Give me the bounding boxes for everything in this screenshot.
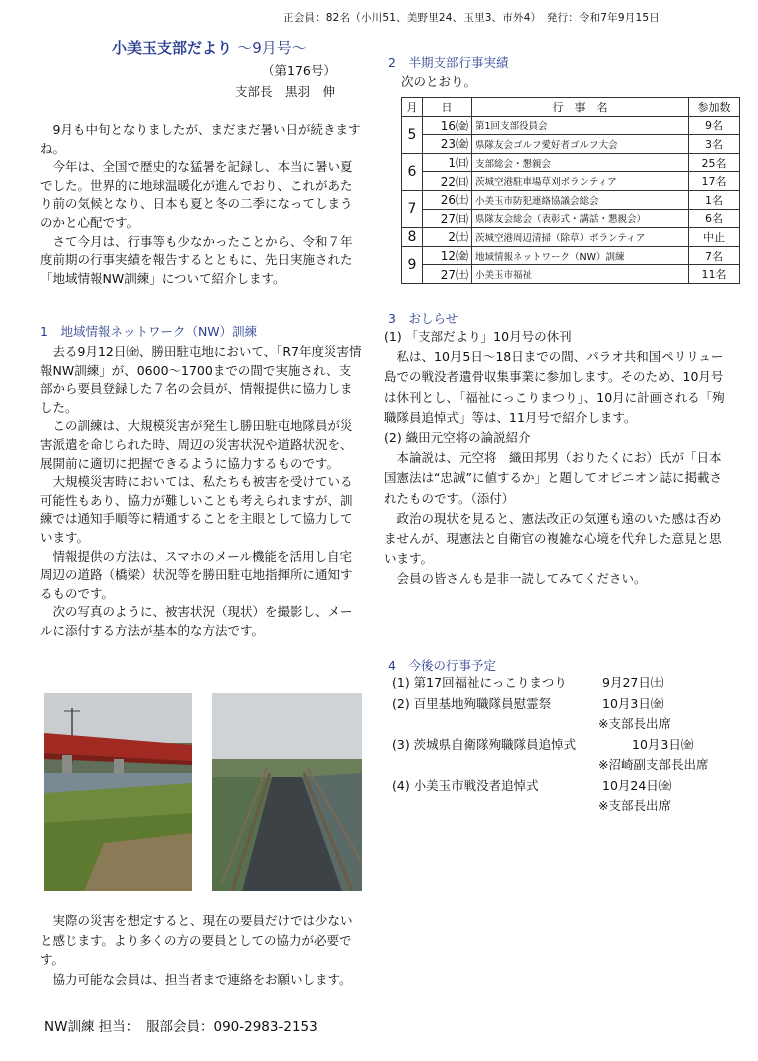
intro-text [40,121,362,288]
upcoming-date: 10月3日㈮ [632,736,694,752]
cell-count: 中止 [689,228,740,247]
section1-paragraph: 大規模災害時においては、私たちも被害を受けている可能性もあり、協力が難しいことも考えられますが、訓練では通知手順等に精通することを主眼として協力しています。 [40,474,353,545]
cell-count: 1名 [689,190,740,209]
upcoming-label: (3) 茨城県自衛隊殉職隊員追悼式 [392,736,577,752]
upcoming-item [392,735,732,756]
intro-paragraph: 9月も中旬となりましたが、まだまだ暑い日が続きますね。 [40,122,361,156]
cell-count: 9名 [689,116,740,135]
cell-month: 9 [402,246,423,283]
table-row [402,153,740,172]
cell-count: 6名 [689,209,740,228]
author: 支部長 黒羽 伸 [235,84,336,99]
cell-day: 12㈮ [423,246,472,265]
cell-count: 11名 [689,265,740,284]
upcoming-item [392,694,732,715]
notice2-title: (2) 織田元空将の論説紹介 [384,430,531,446]
upcoming-note: ※支部長出席 [598,716,671,731]
cell-day: 27㈯ [423,265,472,284]
cell-day: 26㈯ [423,190,472,209]
cell-month: 5 [402,116,423,153]
notice1-body: 私は、10月5日〜18日までの間、パラオ共和国ペリリュー島での戦没者遺骨収集事業に参加します。そのため、10月号は休刊とし、「福祉にっこりまつり」、10月に計画される「殉職隊員追悼式」等は、11月号で紹介します。 [384,349,725,425]
table-row [402,228,740,247]
section1-paragraph: 次の写真のように、被害状況（現状）を撮影し、メールに添付する方法が基本的な方法です。 [40,604,353,638]
cell-month: 6 [402,153,423,190]
cell-event: 小美玉市防犯連絡協議会総会 [472,190,689,209]
cell-day: 2㈯ [423,228,472,247]
header-day: 日 [423,98,472,117]
cell-event: 支部総会・懇親会 [472,153,689,172]
newsletter-title [112,37,307,58]
cell-event: 小美玉市福祉 [472,265,689,284]
title-main: 小美玉支部だより [112,39,233,57]
cell-count: 25名 [689,153,740,172]
cell-month: 8 [402,228,423,247]
header-month: 月 [402,98,423,117]
upcoming-date: 10月3日㈮ [602,695,664,711]
table-row [402,190,740,209]
walkway-photo [212,693,362,891]
contact-line: NW訓練 担当： 服部会員：090-2983-2153 [44,1019,318,1035]
notice2-paragraph: 政治の現状を見ると、憲法改正の気運も遠のいた感は否めませんが、現憲法と自衛官の複雑な心境を代弁した意見と思います。 [384,510,722,567]
upcoming-label: (2) 百里基地殉職隊員慰霊祭 [392,695,552,711]
section1-heading: 1 地域情報ネットワーク（NW）訓練 [40,324,258,339]
issue-number: （第176号） [262,63,336,78]
section1-closing-paragraph: 実際の災害を想定すると、現在の要員だけでは少ないと感じます。より多くの方の要員としての協力が必要です。 [40,913,353,967]
upcoming-events [392,673,732,817]
table-row [402,246,740,265]
cell-event: 県隊友会ゴルフ愛好者ゴルフ大会 [472,135,689,154]
upcoming-item [392,776,732,797]
table-row [402,209,740,228]
section1-body [40,343,362,641]
upcoming-note: ※沼崎副支部長出席 [598,757,709,772]
section1-paragraph: この訓練は、大規模災害が発生し勝田駐屯地隊員が災害派遣を命じられた時、周辺の災害状況や道路状況を、展開前に適切に把握できるように協力するものです。 [40,418,353,471]
table-row [402,135,740,154]
issue-info: 正会員：82名（小川51、美野里24、玉里3、市外4） 発行：令和7年9月15日 [283,12,660,24]
intro-paragraph: さて今月は、行事等も少なかったことから、令和７年度前期の行事実績を報告するとともに、先日実施された「地域情報NW訓練」について紹介します。 [40,233,353,286]
cell-day: 1㈰ [423,153,472,172]
section2-lead: 次のとおり。 [401,74,477,89]
table-row [402,172,740,191]
bridge-photo [44,693,192,891]
upcoming-label: (4) 小美玉市戦没者追悼式 [392,777,539,793]
upcoming-note: ※支部長出席 [598,798,671,813]
schedule-header-row [402,98,740,117]
upcoming-item [392,673,732,694]
notice2-paragraph: 本論説は、元空将 織田邦男（おりたくにお）氏が「日本国憲法は“忠誠”に値するか」と題してオピニオン誌に掲載されたものです。（添付） [384,450,722,506]
upcoming-label: (1) 第17回福祉にっこりまつり [392,675,567,690]
cell-count: 17名 [689,172,740,191]
notice2-paragraph: 会員の皆さんも是非一読してみてください。 [396,571,647,587]
section4-heading: 4 今後の行事予定 [388,658,496,673]
section1-paragraph: 情報提供の方法は、スマホのメール機能を活用し自宅周辺の道路（橋梁）状況等を勝田駐屯地指揮所に通知するものです。 [40,548,353,601]
cell-count: 7名 [689,246,740,265]
table-row [402,116,740,135]
cell-count: 3名 [689,135,740,154]
section2-heading: 2 半期支部行事実績 [388,55,509,70]
intro-paragraph: 今年は、全国で歴史的な猛暑を記録し、本当に暑い夏でした。世界的に地球温暖化が進んでおり、これがあたり前の気候となり、日本も夏と冬の二季になってしまうのかと心配です。 [40,159,353,230]
upcoming-date: 9月27日㈯ [602,675,664,690]
cell-event: 茨城空港周辺清掃（除草）ボランティア [472,228,689,247]
cell-month: 7 [402,190,423,227]
header-count: 参加数 [689,98,740,117]
cell-day: 23㈮ [423,135,472,154]
section3-heading: 3 おしらせ [388,311,459,326]
section3-body [384,327,729,590]
section1-closing-paragraph: 協力可能な会員は、担当者まで連絡をお願いします。 [52,971,352,987]
header-event: 行 事 名 [472,98,689,117]
cell-day: 22㈰ [423,172,472,191]
cell-event: 第1回支部役員会 [472,116,689,135]
cell-event: 茨城空港駐車場草刈ボランティア [472,172,689,191]
cell-day: 27㈰ [423,209,472,228]
cell-event: 地域情報ネットワーク（NW）訓練 [472,246,689,265]
schedule-table [401,97,740,284]
notice1-title: (1) 「支部だより」10月号の休刊 [384,329,572,344]
title-month: 〜9月号〜 [237,39,307,57]
cell-event: 県隊友会総会（表彰式・講話・懇親会） [472,209,689,228]
cell-day: 16㈮ [423,116,472,135]
table-row [402,265,740,284]
upcoming-date: 10月24日㈮ [602,777,672,793]
section1-paragraph: 去る9月12日㈮、勝田駐屯地において、「R7年度災害情報NW訓練」が、0600〜1700までの間で実施され、支部から要員登録した７名の会員が、情報提供に協力しました。 [40,344,362,415]
section1-closing [40,911,362,989]
